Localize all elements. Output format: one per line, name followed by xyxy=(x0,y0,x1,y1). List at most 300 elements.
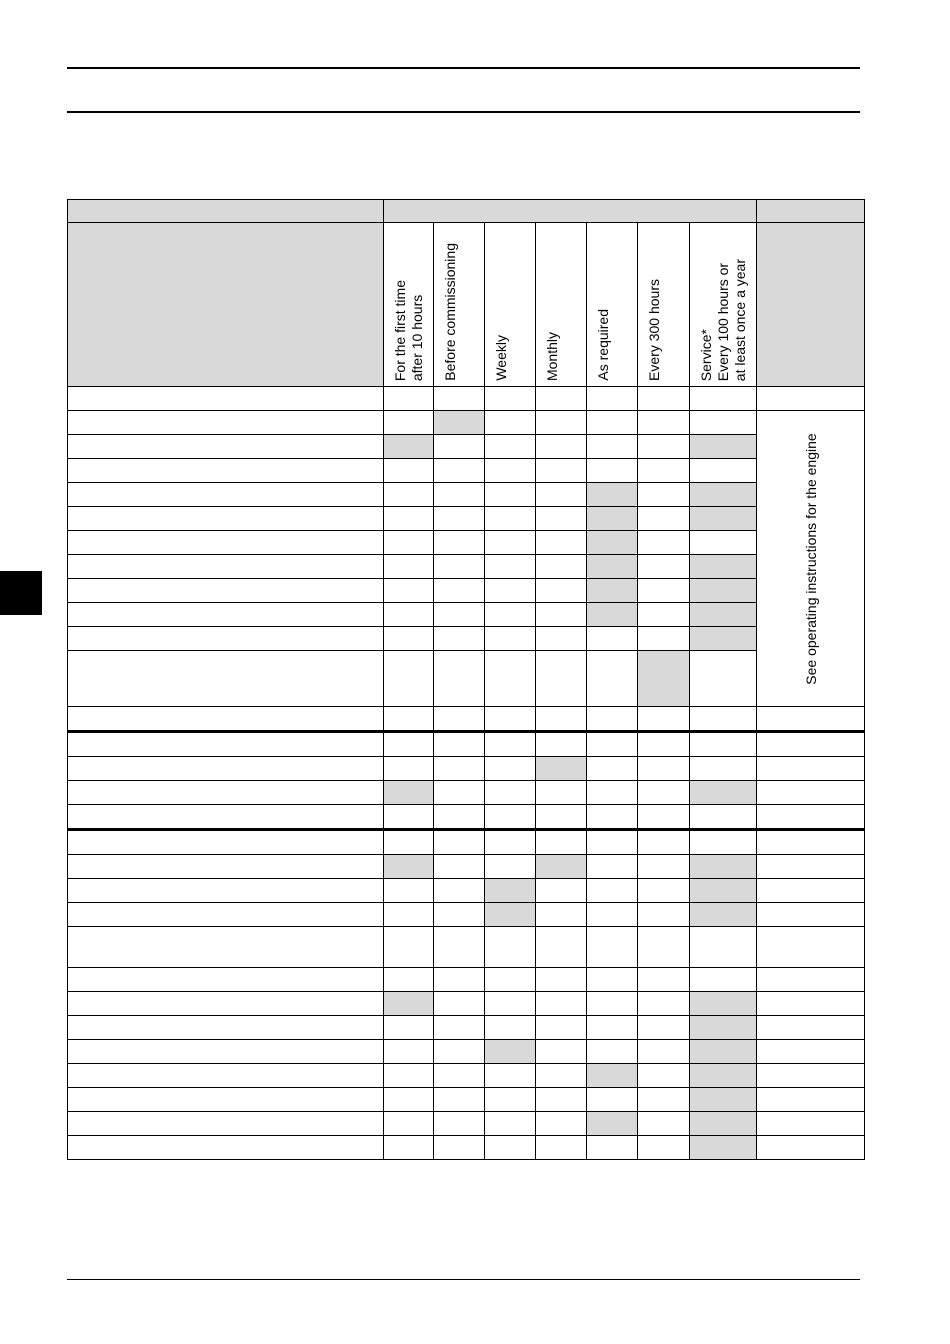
interval-cell-marked xyxy=(690,1016,757,1040)
header-task-column xyxy=(68,223,384,387)
interval-cell xyxy=(690,387,757,411)
interval-cell-marked xyxy=(536,855,587,879)
interval-cell-marked xyxy=(587,579,638,603)
task-cell xyxy=(68,992,384,1016)
interval-cell xyxy=(536,531,587,555)
interval-cell xyxy=(384,757,434,781)
interval-cell xyxy=(536,507,587,531)
footer-rule xyxy=(67,1279,860,1280)
interval-cell xyxy=(638,435,690,459)
interval-cell xyxy=(434,1064,485,1088)
interval-cell xyxy=(485,459,536,483)
task-cell xyxy=(68,903,384,927)
schedule-row xyxy=(68,879,865,903)
interval-cell xyxy=(485,603,536,627)
interval-cell xyxy=(434,1136,485,1160)
schedule-row xyxy=(68,555,865,579)
schedule-row xyxy=(68,603,865,627)
schedule-row xyxy=(68,1016,865,1040)
interval-cell xyxy=(434,1016,485,1040)
schedule-row xyxy=(68,992,865,1016)
schedule-row xyxy=(68,1064,865,1088)
interval-cell xyxy=(485,781,536,805)
interval-cell xyxy=(434,992,485,1016)
interval-cell xyxy=(587,903,638,927)
interval-cell xyxy=(587,1040,638,1064)
interval-cell xyxy=(485,387,536,411)
task-cell xyxy=(68,855,384,879)
interval-cell xyxy=(485,805,536,830)
interval-cell xyxy=(384,968,434,992)
task-cell xyxy=(68,879,384,903)
interval-cell xyxy=(434,1040,485,1064)
interval-cell xyxy=(690,411,757,435)
chapter-tab-marker xyxy=(0,571,42,615)
interval-cell xyxy=(485,411,536,435)
interval-cell-marked xyxy=(587,555,638,579)
schedule-row xyxy=(68,507,865,531)
interval-cell-marked xyxy=(690,603,757,627)
interval-cell xyxy=(384,1016,434,1040)
interval-cell xyxy=(587,968,638,992)
interval-cell xyxy=(384,555,434,579)
interval-cell xyxy=(485,1088,536,1112)
interval-cell xyxy=(587,627,638,651)
interval-cell xyxy=(638,1040,690,1064)
interval-cell-marked xyxy=(690,555,757,579)
interval-cell xyxy=(587,992,638,1016)
note-cell xyxy=(757,927,865,968)
interval-cell xyxy=(690,757,757,781)
note-cell xyxy=(757,1136,865,1160)
interval-cell xyxy=(485,830,536,855)
interval-cell xyxy=(536,805,587,830)
task-cell xyxy=(68,483,384,507)
interval-cell-marked xyxy=(690,1040,757,1064)
note-cell xyxy=(757,1064,865,1088)
interval-cell xyxy=(384,732,434,757)
schedule-row xyxy=(68,411,865,435)
interval-cell xyxy=(638,757,690,781)
task-cell xyxy=(68,1016,384,1040)
task-cell xyxy=(68,651,384,707)
interval-cell xyxy=(536,603,587,627)
col-as-required: As required xyxy=(587,223,638,387)
interval-cell xyxy=(384,387,434,411)
interval-cell xyxy=(536,651,587,707)
interval-cell xyxy=(434,968,485,992)
interval-cell xyxy=(587,707,638,732)
interval-cell-marked xyxy=(690,879,757,903)
interval-cell xyxy=(536,555,587,579)
interval-cell xyxy=(638,781,690,805)
task-cell xyxy=(68,627,384,651)
interval-cell xyxy=(434,855,485,879)
interval-cell xyxy=(384,903,434,927)
interval-cell xyxy=(536,459,587,483)
interval-cell xyxy=(690,830,757,855)
task-cell xyxy=(68,757,384,781)
interval-cell xyxy=(587,757,638,781)
interval-cell xyxy=(434,459,485,483)
note-cell xyxy=(757,732,865,757)
interval-cell xyxy=(638,411,690,435)
task-cell xyxy=(68,927,384,968)
interval-cell-marked xyxy=(587,483,638,507)
task-cell xyxy=(68,732,384,757)
interval-cell xyxy=(587,830,638,855)
interval-cell xyxy=(536,411,587,435)
interval-cell xyxy=(384,1064,434,1088)
schedule-row xyxy=(68,459,865,483)
task-cell xyxy=(68,1064,384,1088)
interval-cell-marked xyxy=(690,903,757,927)
schedule-row xyxy=(68,805,865,830)
interval-cell-marked xyxy=(690,579,757,603)
interval-cell-marked xyxy=(690,992,757,1016)
task-cell xyxy=(68,1112,384,1136)
interval-cell xyxy=(587,411,638,435)
task-cell xyxy=(68,1040,384,1064)
interval-cell xyxy=(690,968,757,992)
task-cell xyxy=(68,830,384,855)
interval-cell xyxy=(638,805,690,830)
interval-cell xyxy=(536,732,587,757)
interval-cell xyxy=(536,627,587,651)
header-rule-top xyxy=(67,67,860,69)
interval-cell xyxy=(384,879,434,903)
col-weekly: Weekly xyxy=(485,223,536,387)
interval-cell xyxy=(587,651,638,707)
interval-cell xyxy=(587,781,638,805)
interval-cell xyxy=(434,927,485,968)
note-cell xyxy=(757,1112,865,1136)
interval-cell-marked xyxy=(485,903,536,927)
interval-cell xyxy=(638,903,690,927)
schedule-row xyxy=(68,781,865,805)
interval-cell-marked xyxy=(690,1136,757,1160)
interval-cell xyxy=(434,555,485,579)
interval-cell xyxy=(384,603,434,627)
interval-cell xyxy=(638,927,690,968)
interval-cell xyxy=(434,579,485,603)
note-cell xyxy=(757,830,865,855)
interval-cell xyxy=(638,879,690,903)
schedule-row xyxy=(68,830,865,855)
interval-cell-marked xyxy=(587,1064,638,1088)
task-cell xyxy=(68,555,384,579)
interval-cell xyxy=(434,483,485,507)
schedule-row xyxy=(68,707,865,732)
interval-cell xyxy=(384,459,434,483)
schedule-row xyxy=(68,903,865,927)
task-cell xyxy=(68,579,384,603)
interval-cell xyxy=(536,387,587,411)
interval-cell xyxy=(638,555,690,579)
schedule-row xyxy=(68,1088,865,1112)
interval-cell xyxy=(434,903,485,927)
interval-cell xyxy=(485,927,536,968)
interval-cell xyxy=(485,579,536,603)
task-cell xyxy=(68,1088,384,1112)
interval-cell xyxy=(587,387,638,411)
interval-cell xyxy=(638,992,690,1016)
interval-cell xyxy=(638,1136,690,1160)
interval-cell xyxy=(587,1136,638,1160)
interval-cell xyxy=(638,603,690,627)
interval-cell xyxy=(485,757,536,781)
interval-cell xyxy=(485,855,536,879)
interval-cell xyxy=(434,603,485,627)
header-rule-bottom xyxy=(67,111,860,113)
interval-cell xyxy=(690,927,757,968)
interval-cell xyxy=(536,1112,587,1136)
interval-cell xyxy=(536,992,587,1016)
interval-cell xyxy=(587,927,638,968)
interval-cell xyxy=(434,830,485,855)
interval-cell xyxy=(384,1040,434,1064)
note-cell xyxy=(757,1040,865,1064)
interval-cell xyxy=(536,707,587,732)
interval-cell-marked xyxy=(690,1112,757,1136)
col-before-commissioning: Before commissioning xyxy=(434,223,485,387)
schedule-row xyxy=(68,579,865,603)
schedule-row xyxy=(68,387,865,411)
interval-cell xyxy=(485,707,536,732)
interval-cell xyxy=(536,830,587,855)
interval-cell xyxy=(690,651,757,707)
interval-cell xyxy=(384,1088,434,1112)
interval-cell xyxy=(384,507,434,531)
interval-cell-marked xyxy=(690,483,757,507)
engine-note-text: See operating instructions for the engine xyxy=(802,432,819,685)
note-cell xyxy=(757,992,865,1016)
interval-cell xyxy=(434,651,485,707)
note-cell xyxy=(757,879,865,903)
interval-cell-marked xyxy=(384,855,434,879)
interval-cell xyxy=(638,855,690,879)
interval-cell xyxy=(384,805,434,830)
interval-cell xyxy=(536,927,587,968)
schedule-row xyxy=(68,531,865,555)
col-every-300-hours: Every 300 hours xyxy=(638,223,690,387)
interval-cell xyxy=(384,531,434,555)
note-cell xyxy=(757,757,865,781)
interval-cell xyxy=(638,732,690,757)
task-cell xyxy=(68,411,384,435)
interval-cell xyxy=(690,732,757,757)
interval-cell xyxy=(690,531,757,555)
interval-cell xyxy=(536,579,587,603)
interval-cell xyxy=(638,483,690,507)
interval-cell xyxy=(638,1016,690,1040)
interval-cell xyxy=(485,1136,536,1160)
note-cell xyxy=(757,387,865,411)
interval-cell xyxy=(485,1016,536,1040)
interval-cell xyxy=(485,1112,536,1136)
interval-cell xyxy=(485,507,536,531)
interval-cell-marked xyxy=(690,1088,757,1112)
task-cell xyxy=(68,707,384,732)
interval-cell xyxy=(587,1088,638,1112)
interval-cell xyxy=(485,531,536,555)
interval-cell-marked xyxy=(690,627,757,651)
note-cell xyxy=(757,707,865,732)
task-cell xyxy=(68,603,384,627)
interval-cell xyxy=(638,387,690,411)
interval-cell xyxy=(434,879,485,903)
interval-cell xyxy=(587,855,638,879)
interval-cell-marked xyxy=(384,992,434,1016)
interval-cell xyxy=(384,1112,434,1136)
interval-cell xyxy=(434,732,485,757)
note-cell xyxy=(757,903,865,927)
interval-cell xyxy=(434,435,485,459)
interval-cell xyxy=(638,531,690,555)
interval-cell xyxy=(536,1064,587,1088)
schedule-row xyxy=(68,651,865,707)
note-cell xyxy=(757,1088,865,1112)
schedule-row xyxy=(68,1112,865,1136)
interval-cell xyxy=(384,627,434,651)
interval-cell-marked xyxy=(384,435,434,459)
interval-cell xyxy=(638,968,690,992)
interval-cell xyxy=(536,968,587,992)
schedule-row xyxy=(68,968,865,992)
interval-cell xyxy=(485,435,536,459)
interval-cell xyxy=(384,411,434,435)
interval-cell xyxy=(434,805,485,830)
schedule-row xyxy=(68,927,865,968)
interval-cell xyxy=(536,1016,587,1040)
interval-cell-marked xyxy=(690,855,757,879)
schedule-row xyxy=(68,435,865,459)
note-cell xyxy=(757,968,865,992)
schedule-row xyxy=(68,757,865,781)
schedule-body xyxy=(68,387,865,1160)
task-cell xyxy=(68,387,384,411)
interval-cell-marked xyxy=(384,781,434,805)
interval-cell xyxy=(485,1064,536,1088)
interval-cell xyxy=(587,732,638,757)
col-monthly: Monthly xyxy=(536,223,587,387)
interval-cell xyxy=(587,435,638,459)
interval-cell-marked xyxy=(690,507,757,531)
interval-cell xyxy=(485,968,536,992)
interval-cell xyxy=(587,459,638,483)
interval-cell-marked xyxy=(690,1064,757,1088)
interval-cell xyxy=(638,1064,690,1088)
interval-cell xyxy=(485,483,536,507)
interval-cell xyxy=(638,707,690,732)
interval-cell xyxy=(485,992,536,1016)
interval-cell xyxy=(536,483,587,507)
interval-cell-marked xyxy=(587,507,638,531)
interval-cell xyxy=(536,903,587,927)
interval-cell xyxy=(434,781,485,805)
interval-cell xyxy=(384,707,434,732)
interval-cell xyxy=(638,1112,690,1136)
note-cell xyxy=(757,781,865,805)
interval-cell xyxy=(434,1088,485,1112)
interval-cell xyxy=(384,1136,434,1160)
task-cell xyxy=(68,459,384,483)
interval-cell-marked xyxy=(587,603,638,627)
task-cell xyxy=(68,1136,384,1160)
interval-cell xyxy=(536,781,587,805)
interval-cell xyxy=(587,1016,638,1040)
task-cell xyxy=(68,435,384,459)
schedule-row xyxy=(68,732,865,757)
interval-cell xyxy=(638,1088,690,1112)
interval-cell-marked xyxy=(434,411,485,435)
interval-cell xyxy=(536,879,587,903)
interval-cell-marked xyxy=(485,879,536,903)
interval-cell xyxy=(384,830,434,855)
interval-cell xyxy=(434,531,485,555)
interval-cell xyxy=(485,651,536,707)
interval-cell xyxy=(384,483,434,507)
header-note-cell xyxy=(757,200,865,223)
interval-cell xyxy=(690,459,757,483)
col-notes xyxy=(757,223,865,387)
interval-cell xyxy=(485,627,536,651)
interval-cell-marked xyxy=(690,781,757,805)
note-cell xyxy=(757,805,865,830)
schedule-row xyxy=(68,1040,865,1064)
interval-cell xyxy=(536,1136,587,1160)
task-cell xyxy=(68,968,384,992)
interval-cell xyxy=(690,805,757,830)
interval-cell xyxy=(384,927,434,968)
interval-cell xyxy=(638,459,690,483)
schedule-row xyxy=(68,627,865,651)
engine-note-cell xyxy=(757,411,865,707)
interval-cell xyxy=(536,435,587,459)
interval-cell xyxy=(485,555,536,579)
note-cell xyxy=(757,1016,865,1040)
interval-cell xyxy=(434,387,485,411)
interval-cell xyxy=(384,579,434,603)
task-cell xyxy=(68,805,384,830)
col-first-10-hours: For the first time after 10 hours xyxy=(384,223,434,387)
interval-cell xyxy=(434,1112,485,1136)
header-blank-cell xyxy=(68,200,384,223)
interval-cell xyxy=(638,627,690,651)
col-service-100-hours: Service* Every 100 hours or at least once a year xyxy=(690,223,757,387)
interval-cell xyxy=(434,627,485,651)
interval-cell xyxy=(638,579,690,603)
interval-cell-marked xyxy=(587,1112,638,1136)
interval-cell xyxy=(434,707,485,732)
interval-cell xyxy=(536,1040,587,1064)
schedule-row xyxy=(68,855,865,879)
interval-cell xyxy=(587,805,638,830)
interval-cell xyxy=(434,757,485,781)
interval-cell-marked xyxy=(587,531,638,555)
interval-cell xyxy=(384,651,434,707)
interval-cell xyxy=(587,879,638,903)
task-cell xyxy=(68,507,384,531)
maintenance-schedule-table xyxy=(67,199,865,1160)
interval-cell-marked xyxy=(536,757,587,781)
interval-cell xyxy=(485,732,536,757)
schedule-row xyxy=(68,483,865,507)
interval-cell xyxy=(536,1088,587,1112)
interval-cell xyxy=(638,507,690,531)
interval-cell xyxy=(638,830,690,855)
header-interval-group xyxy=(384,200,757,223)
